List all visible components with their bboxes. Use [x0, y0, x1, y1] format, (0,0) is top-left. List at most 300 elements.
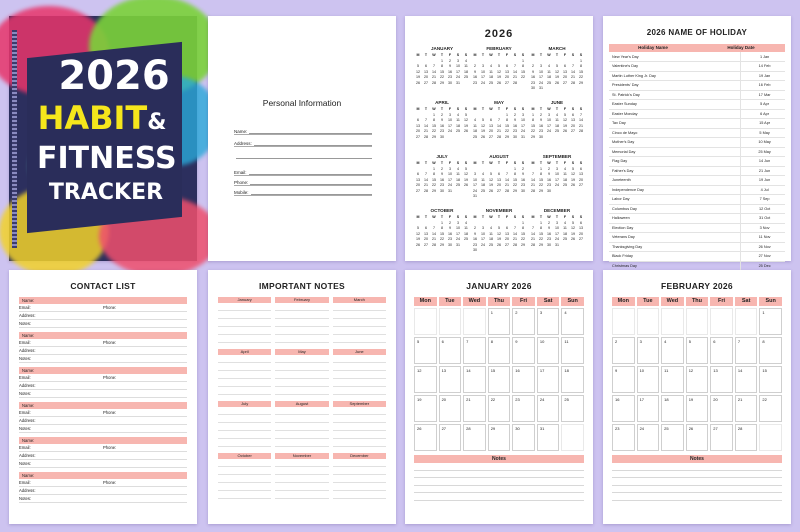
day-cell[interactable] — [759, 424, 782, 451]
holiday-row — [609, 90, 785, 100]
holiday-name: Tax Day — [609, 119, 741, 129]
mini-day: 22 — [521, 75, 525, 79]
contact-address-field[interactable] — [19, 382, 187, 390]
mini-day: 7 — [498, 118, 500, 122]
mini-day: 25 — [464, 237, 468, 241]
weekday-label: S — [579, 161, 583, 165]
mini-day: 1 — [580, 58, 582, 63]
mini-day: 27 — [424, 242, 428, 247]
day-cell[interactable]: 26 — [414, 424, 437, 451]
mini-day: 8 — [433, 172, 435, 176]
month-notes-block[interactable] — [275, 453, 328, 499]
mini-day: 7 — [572, 64, 574, 68]
day-cell[interactable]: 18 — [561, 366, 584, 393]
weekday-label: S — [456, 53, 460, 57]
day-cell[interactable]: 28 — [735, 424, 758, 451]
mini-day: 7 — [425, 118, 427, 122]
day-cell[interactable]: 19 — [414, 395, 437, 422]
weekday-header: Wed — [661, 297, 684, 306]
day-cell[interactable] — [686, 308, 709, 335]
mini-day: 7 — [532, 172, 534, 176]
mini-day — [495, 221, 503, 225]
weekday-label: T — [424, 215, 428, 219]
mini-day: 8 — [522, 64, 524, 68]
note-line — [414, 478, 584, 486]
mini-day — [471, 167, 479, 171]
mini-day: 15 — [531, 123, 535, 128]
contact-email-label: Email: — [19, 480, 31, 485]
mini-day: 11 — [563, 226, 567, 230]
month-notes-block[interactable] — [333, 453, 386, 499]
day-cell[interactable] — [612, 308, 635, 335]
mini-month-name: NOVEMBER — [485, 208, 513, 213]
weekday-header: Tue — [637, 297, 660, 306]
mini-day: 28 — [432, 242, 436, 247]
contact-address-field[interactable] — [19, 487, 187, 495]
mini-day: 12 — [481, 123, 485, 128]
weekday-header: Fri — [512, 297, 535, 306]
mini-day: 31 — [456, 242, 460, 247]
day-cell[interactable]: 24 — [537, 395, 560, 422]
note-line — [333, 483, 386, 491]
day-cell[interactable]: 25 — [561, 395, 584, 422]
weekday-label: F — [448, 53, 452, 57]
mini-day: 30 — [547, 188, 551, 193]
note-line — [333, 371, 386, 379]
holiday-date: 19 Jun — [741, 176, 785, 186]
holiday-date: 10 May — [741, 138, 785, 148]
mini-day: 12 — [497, 69, 501, 74]
mini-month-name: MAY — [494, 100, 504, 105]
day-cell[interactable] — [735, 308, 758, 335]
holiday-name: Halloween — [609, 214, 741, 224]
day-cell[interactable]: 23 — [512, 395, 535, 422]
day-cell[interactable]: 28 — [463, 424, 486, 451]
note-line — [218, 431, 271, 439]
mini-day: 11 — [555, 118, 559, 122]
holiday-row — [609, 138, 785, 148]
mini-day: 29 — [440, 242, 444, 247]
mini-day: 22 — [539, 183, 543, 187]
mini-day: 23 — [448, 237, 452, 241]
mini-day: 28 — [579, 129, 583, 133]
month-notes-header: June — [333, 349, 386, 355]
day-cell[interactable]: 16 — [612, 395, 635, 422]
contact-name-label: Name: — [22, 473, 35, 478]
day-cell[interactable]: 4 — [661, 337, 684, 364]
mini-day: 3 — [556, 166, 558, 171]
notes-lines[interactable] — [612, 463, 782, 501]
holiday-row — [609, 166, 785, 176]
note-line — [218, 415, 271, 423]
mini-day: 14 — [513, 231, 517, 236]
day-cell[interactable]: 15 — [488, 366, 511, 393]
holiday-date: 21 Jun — [741, 166, 785, 176]
day-cell[interactable]: 24 — [637, 424, 660, 451]
note-line — [414, 471, 584, 479]
day-cell[interactable]: 8 — [759, 337, 782, 364]
day-cell[interactable]: 22 — [759, 395, 782, 422]
mini-month-grid — [414, 215, 470, 247]
mini-day: 6 — [506, 64, 508, 68]
mini-day: 8 — [441, 64, 443, 68]
day-cell[interactable]: 19 — [686, 395, 709, 422]
mini-day: 24 — [456, 75, 460, 79]
mini-day: 7 — [433, 226, 435, 230]
day-cell[interactable]: 4 — [561, 308, 584, 335]
mini-day: 28 — [424, 188, 428, 193]
weekday-label: T — [539, 107, 543, 111]
mini-day: 9 — [441, 172, 443, 176]
month-notes-block[interactable] — [275, 401, 328, 447]
mini-day: 14 — [424, 177, 428, 182]
year-calendar-page — [405, 16, 593, 261]
month-notes-block[interactable] — [218, 453, 271, 499]
day-cell[interactable]: 13 — [439, 366, 462, 393]
mini-day: 25 — [563, 237, 567, 241]
weekday-header: Tue — [439, 297, 462, 306]
mini-day: 11 — [481, 177, 485, 182]
contact-notes-field[interactable] — [19, 425, 187, 433]
mini-day: 18 — [464, 69, 468, 74]
mini-day: 27 — [424, 80, 428, 85]
day-cell[interactable]: 13 — [710, 366, 733, 393]
mini-day: 19 — [555, 75, 559, 79]
mini-day: 20 — [505, 75, 509, 79]
mini-day: 14 — [505, 177, 509, 182]
day-cell[interactable]: 14 — [735, 366, 758, 393]
holiday-date: 26 Nov — [741, 242, 785, 252]
day-cell[interactable]: 21 — [735, 395, 758, 422]
holiday-date: 12 Oct — [741, 204, 785, 214]
holiday-date: 6 Apr — [741, 109, 785, 119]
day-cell[interactable]: 8 — [488, 337, 511, 364]
mini-day: 9 — [548, 226, 550, 230]
weekday-label: S — [571, 107, 575, 111]
mini-day: 19 — [416, 237, 420, 241]
day-cell[interactable]: 9 — [612, 366, 635, 393]
weekday-label: S — [521, 53, 525, 57]
mini-month-name: APRIL — [435, 100, 449, 105]
day-cell[interactable]: 23 — [612, 424, 635, 451]
day-cell[interactable]: 1 — [759, 308, 782, 335]
mini-day: 23 — [547, 237, 551, 241]
mini-day: 20 — [579, 231, 583, 236]
day-cell[interactable] — [463, 308, 486, 335]
mini-day: 18 — [555, 123, 559, 128]
day-cell[interactable]: 18 — [661, 395, 684, 422]
mini-day — [529, 167, 537, 171]
weekday-label: T — [424, 107, 428, 111]
day-cell[interactable] — [661, 308, 684, 335]
note-line — [333, 311, 386, 319]
mini-month-grid — [414, 53, 470, 85]
contact-email-phone-row — [19, 479, 187, 487]
contact-address-label: Address: — [19, 418, 36, 423]
contact-notes-field[interactable] — [19, 390, 187, 398]
mini-day: 30 — [531, 86, 535, 90]
holiday-page — [603, 16, 791, 268]
day-cell[interactable]: 20 — [710, 395, 733, 422]
day-cell[interactable]: 6 — [439, 337, 462, 364]
mini-day: 23 — [440, 129, 444, 133]
mini-day: 17 — [448, 123, 452, 128]
mini-day: 20 — [416, 183, 420, 187]
day-cell[interactable]: 6 — [710, 337, 733, 364]
day-cell[interactable]: 3 — [537, 308, 560, 335]
mini-day: 6 — [580, 166, 582, 171]
mini-day: 26 — [571, 237, 575, 241]
day-cell[interactable]: 7 — [735, 337, 758, 364]
day-cell[interactable]: 16 — [512, 366, 535, 393]
day-cell[interactable]: 25 — [661, 424, 684, 451]
mini-day: 24 — [555, 237, 559, 241]
day-cell[interactable]: 7 — [463, 337, 486, 364]
contact-name-field[interactable] — [19, 437, 187, 444]
mini-day: 16 — [473, 237, 477, 241]
mini-month-grid — [529, 107, 585, 139]
mini-day — [414, 167, 422, 171]
holiday-date: 14 Feb — [741, 62, 785, 72]
mini-day — [422, 167, 430, 171]
mini-day: 13 — [505, 69, 509, 74]
day-cell[interactable] — [439, 308, 462, 335]
day-cell[interactable]: 5 — [414, 337, 437, 364]
mini-day: 7 — [514, 226, 516, 230]
month-notes-block[interactable] — [333, 297, 386, 343]
weekday-label: T — [497, 107, 501, 111]
mini-day: 26 — [555, 80, 559, 85]
contact-name-field[interactable] — [19, 297, 187, 304]
month-notes-block[interactable] — [218, 297, 271, 343]
contact-name-field[interactable] — [19, 367, 187, 374]
day-cell[interactable]: 14 — [463, 366, 486, 393]
day-cell[interactable] — [561, 424, 584, 451]
day-cell[interactable]: 10 — [637, 366, 660, 393]
mini-day: 19 — [464, 177, 468, 182]
month-notes-block[interactable] — [275, 349, 328, 395]
mini-day: 18 — [456, 123, 460, 128]
mini-month — [471, 154, 527, 198]
mini-day: 13 — [579, 226, 583, 230]
contact-notes-field[interactable] — [19, 495, 187, 503]
mini-day: 8 — [532, 118, 534, 122]
mini-day: 10 — [456, 64, 460, 68]
day-cell[interactable]: 17 — [637, 395, 660, 422]
mini-day: 3 — [522, 112, 524, 117]
contact-email-label: Email: — [19, 410, 31, 415]
mini-day: 20 — [489, 129, 493, 133]
mini-day — [471, 113, 479, 117]
mini-day: 24 — [473, 188, 477, 193]
month-notes-block[interactable] — [218, 401, 271, 447]
day-cell[interactable]: 30 — [512, 424, 535, 451]
mini-day: 27 — [579, 237, 583, 241]
month-notes-block[interactable] — [333, 349, 386, 395]
mini-day: 24 — [448, 129, 452, 133]
day-cell[interactable] — [637, 308, 660, 335]
holiday-name: Christmas Day — [609, 261, 741, 271]
note-line — [612, 463, 782, 471]
day-cell[interactable]: 10 — [537, 337, 560, 364]
mini-day: 28 — [424, 134, 428, 139]
mini-day: 13 — [505, 231, 509, 236]
contact-notes-field[interactable] — [19, 355, 187, 363]
mini-day: 2 — [449, 220, 451, 225]
month-notes-block[interactable] — [333, 401, 386, 447]
day-cell[interactable]: 31 — [537, 424, 560, 451]
weekday-label: T — [440, 215, 444, 219]
mini-day: 30 — [440, 188, 444, 193]
day-cell[interactable]: 12 — [686, 366, 709, 393]
day-cell[interactable] — [710, 308, 733, 335]
mini-day: 22 — [513, 183, 517, 187]
day-cell[interactable] — [414, 308, 437, 335]
mini-day: 27 — [489, 134, 493, 139]
day-cell[interactable]: 9 — [512, 337, 535, 364]
mini-day: 20 — [505, 237, 509, 241]
mini-day: 22 — [505, 129, 509, 133]
holiday-date: 5 Apr — [741, 100, 785, 110]
month-notes-block[interactable] — [275, 297, 328, 343]
note-line — [218, 319, 271, 327]
contact-card — [19, 472, 187, 503]
note-line — [218, 363, 271, 371]
mini-day: 4 — [457, 112, 459, 117]
mini-day: 23 — [513, 129, 517, 133]
mini-day: 10 — [521, 118, 525, 122]
mini-day: 29 — [539, 188, 543, 193]
day-cell[interactable]: 11 — [661, 366, 684, 393]
contact-address-field[interactable] — [19, 417, 187, 425]
holiday-name: New Year's Day — [609, 52, 741, 62]
note-line — [218, 327, 271, 335]
note-line — [612, 493, 782, 501]
mini-day: 7 — [425, 172, 427, 176]
note-line — [275, 459, 328, 467]
mini-day: 21 — [531, 183, 535, 187]
month-notes-header: December — [333, 453, 386, 459]
day-cell[interactable]: 17 — [537, 366, 560, 393]
holiday-row — [609, 71, 785, 81]
mini-month-name: JUNE — [550, 100, 564, 105]
mini-day: 21 — [497, 129, 501, 133]
day-cell[interactable]: 1 — [488, 308, 511, 335]
holiday-title: 2026 NAME OF HOLIDAY — [646, 28, 748, 37]
mini-day: 17 — [456, 69, 460, 74]
address-field[interactable]: Address: — [234, 138, 372, 147]
weekday-label: S — [464, 161, 468, 165]
note-line — [333, 363, 386, 371]
mini-day: 5 — [556, 64, 558, 68]
day-cell[interactable]: 11 — [561, 337, 584, 364]
day-cell[interactable]: 15 — [759, 366, 782, 393]
day-cell[interactable]: 20 — [439, 395, 462, 422]
holiday-date: 25 Dec — [741, 261, 785, 271]
day-cell[interactable]: 21 — [463, 395, 486, 422]
weekday-label: F — [448, 161, 452, 165]
mini-day: 5 — [572, 220, 574, 225]
weekday-label: S — [464, 107, 468, 111]
holiday-name: Election Day — [609, 223, 741, 233]
mini-day: 29 — [505, 134, 509, 139]
mini-day: 4 — [548, 64, 550, 68]
day-cell[interactable]: 12 — [414, 366, 437, 393]
contact-name-field[interactable] — [19, 402, 187, 409]
mini-day: 13 — [416, 177, 420, 182]
contact-name-field[interactable] — [19, 472, 187, 479]
contact-address-field[interactable] — [19, 452, 187, 460]
holiday-row — [609, 233, 785, 243]
month-notes-block[interactable] — [218, 349, 271, 395]
mini-month — [414, 100, 470, 139]
day-cell[interactable]: 5 — [686, 337, 709, 364]
mini-day: 7 — [532, 226, 534, 230]
mini-day: 28 — [531, 242, 535, 247]
holiday-row — [609, 147, 785, 157]
weekday-label: M — [531, 53, 535, 57]
mini-day: 16 — [531, 75, 535, 79]
year-title: 2026 — [484, 28, 514, 40]
note-line — [333, 459, 386, 467]
contact-card — [19, 332, 187, 363]
day-cell[interactable]: 22 — [488, 395, 511, 422]
day-cell[interactable]: 29 — [488, 424, 511, 451]
contact-notes-field[interactable] — [19, 460, 187, 468]
contact-name-field[interactable] — [19, 332, 187, 339]
day-cell[interactable]: 2 — [612, 337, 635, 364]
weekday-header: Sun — [561, 297, 584, 306]
day-cell[interactable]: 27 — [439, 424, 462, 451]
mini-day: 17 — [555, 177, 559, 182]
day-cell[interactable]: 26 — [686, 424, 709, 451]
email-field[interactable]: Email: — [234, 167, 372, 176]
holiday-row — [609, 204, 785, 214]
mini-month — [414, 154, 470, 193]
mini-day: 10 — [547, 118, 551, 122]
contact-card — [19, 437, 187, 468]
note-line — [218, 423, 271, 431]
mini-day: 26 — [481, 134, 485, 139]
mini-day: 1 — [441, 58, 443, 63]
day-cell[interactable]: 3 — [637, 337, 660, 364]
mini-day: 1 — [540, 220, 542, 225]
address-line[interactable] — [234, 150, 372, 159]
day-cell[interactable]: 2 — [512, 308, 535, 335]
notes-lines[interactable] — [414, 463, 584, 501]
holiday-table — [609, 52, 785, 281]
contact-address-field[interactable] — [19, 347, 187, 355]
mini-day: 24 — [521, 129, 525, 133]
mobile-field[interactable]: Mobile: — [234, 187, 372, 196]
mini-day: 9 — [514, 118, 516, 122]
holiday-row — [609, 100, 785, 110]
january-page — [405, 270, 593, 524]
name-field[interactable]: Name: — [234, 126, 372, 135]
mini-day: 16 — [440, 123, 444, 128]
day-cell[interactable]: 27 — [710, 424, 733, 451]
contact-notes-field[interactable] — [19, 320, 187, 328]
contact-address-field[interactable] — [19, 312, 187, 320]
contact-phone-label: Phone: — [103, 340, 117, 345]
weekday-label: F — [563, 161, 567, 165]
phone-field[interactable]: Phone: — [234, 177, 372, 186]
weekday-header: Mon — [414, 297, 437, 306]
mini-month — [529, 154, 585, 193]
notes-header: Notes — [414, 455, 584, 463]
weekday-label: M — [473, 53, 477, 57]
cover-ampersand: & — [147, 110, 167, 135]
